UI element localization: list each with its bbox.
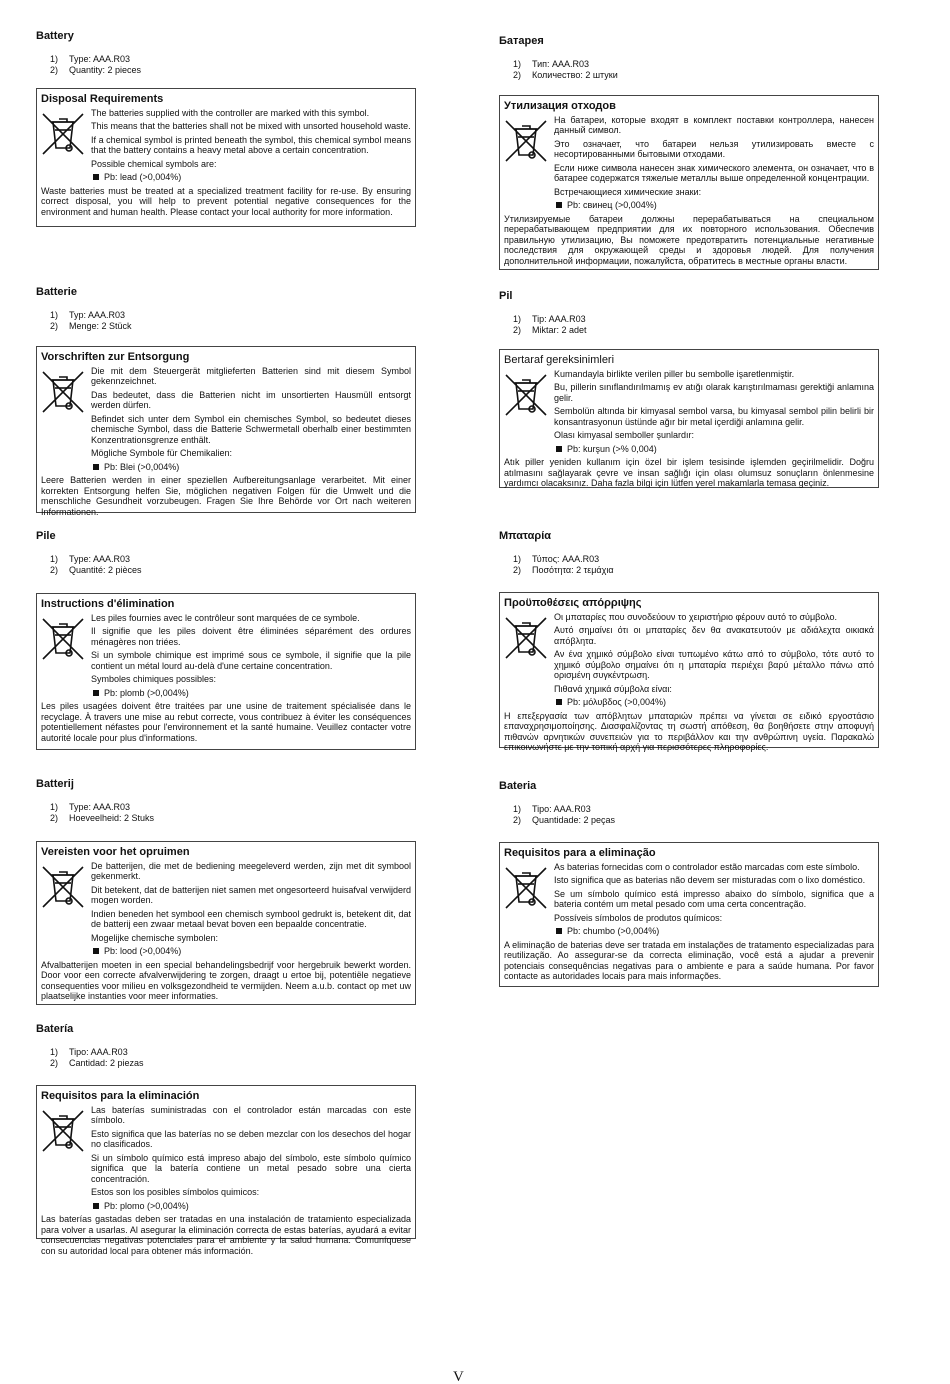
disposal-paragraph: Kumandayla birlikte verilen piller bu sembolle işaretlenmiştir.	[554, 368, 795, 379]
section-title: Μπαταρία	[499, 530, 552, 542]
disposal-box	[499, 842, 879, 987]
bullet-square-icon	[556, 202, 562, 208]
disposal-paragraph: Mogelijke chemische symbolen:	[91, 932, 219, 943]
disposal-paragraph: Il signifie que les piles doivent être éliminées séparément des ordures ménagères non triées.	[91, 626, 411, 647]
disposal-box	[499, 95, 879, 270]
disposal-footer: Las baterías gastadas deben ser tratadas en una instalación de tratamiento especializada para volver a usarlas. Al asegurar la eliminación correcta de estas baterías, ayudará a evitar consecuencias negativas potenciales para el ambiente y la salud humana. Comuníquese con su autoridad local para obtener más información.	[41, 1214, 411, 1256]
bullet-square-icon	[556, 928, 562, 934]
spec-item	[50, 1047, 418, 1058]
disposal-paragraph: На батареи, которые входят в комплект поставки контроллера, нанесен данный символ.	[554, 114, 874, 135]
item-text: Type: AAA.R03	[69, 554, 131, 564]
item-number: 1)	[50, 554, 59, 564]
battery-section	[499, 35, 881, 266]
item-text: Tipo: AAA.R03	[532, 804, 591, 814]
item-text: Количество: 2 штуки	[532, 70, 618, 80]
disposal-box	[36, 88, 416, 227]
crossed-bin-icon	[504, 115, 554, 211]
item-text: Tip: AAA.R03	[532, 314, 586, 324]
disposal-heading: Instructions d'élimination	[41, 598, 175, 610]
spec-item	[50, 565, 418, 576]
disposal-paragraph: Αν ένα χημικό σύμβολο είναι τυπωμένο κάτω από το σύμβολο, τότε αυτό το χημικό σύμβολο σημαίνει ότι η μπαταρία περιέχει βαρύ μέταλλο πάνω από ορισμένη συγκέντρωση.	[554, 649, 874, 680]
disposal-paragraph: Встречающиеся химические знаки:	[554, 186, 702, 197]
chemical-bullet	[93, 688, 411, 699]
disposal-paragraph: Olası kimyasal semboller şunlardır:	[554, 430, 695, 440]
section-title: Pile	[36, 530, 56, 542]
battery-section	[36, 30, 418, 217]
spec-list	[50, 554, 418, 576]
spec-item	[50, 554, 418, 565]
spec-item	[513, 325, 881, 336]
disposal-paragraph: Die mit dem Steuergerät mitglieferten Batterien sind mit diesem Symbol gekennzeichnet.	[91, 365, 411, 386]
spec-list	[513, 804, 881, 826]
disposal-paragraph: Possible chemical symbols are:	[91, 158, 217, 169]
disposal-heading: Vorschriften zur Entsorgung	[41, 351, 190, 363]
item-number: 2)	[50, 65, 59, 75]
disposal-paragraph: Estos son los posibles símbolos quimicos:	[91, 1187, 260, 1197]
chemical-bullet	[556, 926, 874, 937]
item-number: 1)	[513, 804, 522, 814]
spec-item	[513, 70, 881, 81]
item-number: 2)	[513, 70, 522, 80]
crossed-bin-icon	[41, 366, 91, 473]
disposal-box	[36, 593, 416, 750]
disposal-paragraph: Symboles chimiques possibles:	[91, 674, 217, 684]
section-title: Батарея	[499, 35, 544, 47]
chemical-text: Pb: lood (>0,004%)	[104, 946, 182, 956]
disposal-paragraph: Befindet sich unter dem Symbol ein chemisches Symbol, so bedeutet dieses chemische Symbol, dass die Batterie Schwermetall oberhalb einer bestimmten Konzentrationsgrenze enthält.	[91, 413, 411, 445]
section-title: Battery	[36, 30, 74, 42]
bullet-square-icon	[93, 690, 99, 696]
chemical-text: Pb: plomo (>0,004%)	[104, 1200, 189, 1211]
chemical-bullet	[556, 200, 874, 211]
chemical-text: Pb: Blei (>0,004%)	[104, 461, 180, 472]
chemical-text: Pb: chumbo (>0,004%)	[567, 926, 660, 936]
disposal-paragraph: As baterias fornecidas com o controlador estão marcadas com este símbolo.	[554, 861, 860, 872]
item-number: 1)	[50, 310, 59, 320]
item-number: 1)	[50, 1047, 59, 1057]
disposal-paragraph: This means that the batteries shall not be mixed with unsorted household waste.	[91, 121, 411, 131]
disposal-paragraph: Les piles fournies avec le contrôleur sont marquées de ce symbole.	[91, 612, 360, 623]
spec-list	[513, 314, 881, 336]
crossed-bin-icon	[504, 612, 554, 708]
item-text: Menge: 2 Stück	[69, 321, 132, 331]
item-text: Type: AAA.R03	[69, 802, 131, 812]
disposal-paragraph: Dit betekent, dat de batterijen niet samen met ongesorteerd huisafval verwijderd mogen worden.	[91, 884, 411, 905]
disposal-footer: A eliminação de baterias deve ser tratada em instalações de tratamento especializadas para reutilização. Ao assegurar-se da correcta eliminação, você está a ajudar a prevenir potenciais consequências negativas para o ambiente e para a saúde humana. Por favor contacte as autoridades locais para mais informações.	[504, 939, 874, 981]
disposal-paragraph: Οι μπαταρίες που συνοδεύουν το χειριστήριο φέρουν αυτό το σύμβολο.	[554, 611, 838, 622]
spec-list	[513, 59, 881, 81]
item-number: 2)	[50, 1058, 59, 1068]
crossed-bin-icon	[41, 613, 91, 699]
item-text: Miktar: 2 adet	[532, 325, 587, 335]
item-number: 2)	[50, 321, 59, 331]
item-text: Quantity: 2 pieces	[69, 65, 142, 75]
chemical-bullet	[93, 172, 411, 183]
spec-item	[513, 554, 881, 565]
spec-item	[513, 59, 881, 70]
disposal-footer: Afvalbatterijen moeten in een special behandelingsbedrijf voor hergebruik bewerkt worden. Door voor een correcte afvalverwijdering te zorgen, draagt u ertoe bij, potentiële negatieve consequenties voor milieu en volksgezondheid te vermijden. Neem a.u.b. contact op met uw plaatselijke instanties voor meer informaties.	[41, 959, 411, 1001]
spec-item	[50, 310, 418, 321]
spec-item	[513, 565, 881, 576]
item-text: Quantité: 2 pièces	[69, 565, 142, 575]
disposal-paragraph: Πιθανά χημικά σύμβολα είναι:	[554, 683, 672, 694]
disposal-paragraph: De batterijen, die met de bediening meegeleverd werden, zijn met dit symbool gekenmerkt.	[91, 860, 411, 881]
disposal-footer: Atık piller yeniden kullanım için özel bir işlem tesisinde işlemden geçirilmelidir. Doğru atılmasını sağlayarak çevre ve insan sağlığı için olası olumsuz sonuçların önlenmesine yardımcı olacaksınız. Daha fazla bilgi için lütfen yerel makamlarla temasa geçiniz.	[504, 457, 874, 488]
item-text: Typ: AAA.R03	[69, 310, 126, 320]
disposal-footer: Les piles usagées doivent être traitées par une usine de traitement spécialisée dans le recyclage. À travers une mise au rebut correcte, vous contribuez à éviter les conséquences potentiellement néfastes pour l'environnement et la santé humaine. Veuillez contacter votre autorité locale pour plus d'informations.	[41, 701, 411, 743]
disposal-paragraph: Las baterías suministradas con el controlador están marcadas con este símbolo.	[91, 1104, 411, 1125]
section-title: Batterie	[36, 286, 77, 298]
disposal-heading: Requisitos para a eliminação	[504, 847, 656, 859]
chemical-text: Pb: свинец (>0,004%)	[567, 200, 657, 210]
disposal-footer: Leere Batterien werden in einer speziellen Aufbereitungsanlage verarbeitet. Mit einer korrekten Entsorgung helfen Sie, möglichen negativen Folgen für die Umwelt und die menschliche Gesundheit vorzubeugen. Fragen Sie Ihre Behörde vor Ort nach weiteren Informationen.	[41, 475, 411, 517]
disposal-footer: Waste batteries must be treated at a specialized treatment facility for re-use. By ensuring correct disposal, you will help to prevent potential negative consequences for the environment and human health. Please contact your local authority for more information.	[41, 185, 411, 217]
spec-list	[50, 802, 418, 824]
disposal-paragraph: Sembolün altında bir kimyasal sembol varsa, bu kimyasal sembol pilin belirli bir konsantrasyonun üstünde ağır bir metal içerdiği anlamına gelir.	[554, 406, 874, 427]
spec-item	[50, 813, 418, 824]
disposal-paragraph: Αυτό σημαίνει ότι οι μπαταρίες δεν θα ανακατευτούν με αδιάλεχτα οικιακά απόβλητα.	[554, 625, 874, 646]
crossed-bin-icon	[504, 862, 554, 937]
battery-section	[36, 286, 418, 517]
section-title: Batterij	[36, 778, 74, 790]
item-number: 1)	[50, 54, 59, 64]
chemical-text: Pb: kurşun (>% 0,004)	[567, 443, 657, 454]
disposal-heading: Requisitos para la eliminación	[41, 1090, 200, 1102]
bullet-square-icon	[556, 446, 562, 452]
spec-item	[50, 54, 418, 65]
disposal-paragraph: Possíveis símbolos de produtos químicos:	[554, 912, 723, 923]
crossed-bin-icon	[41, 108, 91, 183]
bullet-square-icon	[556, 699, 562, 705]
item-text: Cantidad: 2 piezas	[69, 1058, 144, 1068]
spec-item	[50, 1058, 418, 1069]
item-number: 2)	[513, 815, 522, 825]
spec-item	[513, 804, 881, 815]
item-number: 2)	[50, 813, 59, 823]
chemical-bullet	[556, 697, 874, 708]
disposal-paragraph: Mögliche Symbole für Chemikalien:	[91, 448, 233, 458]
disposal-box	[36, 841, 416, 1005]
chemical-text: Pb: μόλυβδος (>0,004%)	[567, 697, 667, 707]
battery-section	[499, 780, 881, 981]
disposal-heading: Vereisten voor het opruimen	[41, 846, 190, 858]
bullet-square-icon	[93, 948, 99, 954]
section-title: Pil	[499, 290, 513, 302]
bullet-square-icon	[93, 174, 99, 180]
item-number: 1)	[513, 314, 522, 324]
disposal-paragraph: Bu, pillerin sınıflandırılmamış ev atığı olarak karıştırılmaması gerektiği anlamına gelir.	[554, 382, 874, 403]
disposal-heading: Утилизация отходов	[504, 100, 616, 112]
spec-item	[513, 314, 881, 325]
disposal-footer: Утилизируемые батареи должны перерабатываться на специальном перерабатывающем предприятии для их повторного использования. Обеспечив правильную утилизацию, Вы поможете предотвратить потенциальные негативные последствия для окружающей среды и здоровья людей. Для получения дополнительной информации, пожалуйста, обратитесь в местные органы власти.	[504, 213, 874, 266]
spec-item	[513, 815, 881, 826]
chemical-bullet	[93, 1201, 411, 1212]
item-number: 2)	[513, 325, 522, 335]
disposal-paragraph: If a chemical symbol is printed beneath the symbol, this chemical symbol means that the battery contains a heavy metal above a certain concentration.	[91, 134, 411, 155]
item-text: Quantidade: 2 peças	[532, 815, 616, 825]
disposal-box	[36, 346, 416, 517]
item-text: Tipo: AAA.R03	[69, 1047, 128, 1057]
disposal-heading: Disposal Requirements	[41, 93, 164, 105]
item-number: 1)	[513, 554, 522, 564]
disposal-paragraph: The batteries supplied with the controller are marked with this symbol.	[91, 107, 370, 118]
chemical-text: Pb: plomb (>0,004%)	[104, 687, 189, 698]
battery-section	[499, 530, 881, 752]
disposal-paragraph: Indien beneden het symbool een chemisch symbool gedrukt is, betekent dit, dat de batterij een zwaar metaal bevat boven een bepaalde concentratie.	[91, 908, 411, 929]
item-text: Τύπος: AAA.R03	[532, 554, 600, 564]
item-number: 2)	[50, 565, 59, 575]
disposal-heading: Bertaraf gereksinimleri	[504, 354, 615, 366]
spec-item	[50, 321, 418, 332]
chemical-text: Pb: lead (>0,004%)	[104, 172, 182, 182]
battery-section	[36, 1023, 418, 1256]
item-number: 1)	[513, 59, 522, 69]
item-text: Ποσότητα: 2 τεμάχια	[532, 565, 614, 575]
bullet-square-icon	[93, 1203, 99, 1209]
spec-item	[50, 65, 418, 76]
item-number: 2)	[513, 565, 522, 575]
chemical-bullet	[93, 462, 411, 473]
disposal-paragraph: Esto significa que las baterías no se deben mezclar con los desechos del hogar no clasificados.	[91, 1128, 411, 1149]
spec-list	[50, 54, 418, 76]
spec-list	[50, 1047, 418, 1069]
bullet-square-icon	[93, 464, 99, 470]
item-text: Type: AAA.R03	[69, 54, 131, 64]
spec-list	[513, 554, 881, 576]
section-title: Batería	[36, 1023, 74, 1035]
disposal-heading: Προϋποθέσεις απόρριψης	[504, 597, 642, 609]
battery-section	[36, 530, 418, 743]
disposal-paragraph: Das bedeutet, dass die Batterien nicht im unsortierten Hausmüll entsorgt werden dürfen.	[91, 389, 411, 410]
disposal-paragraph: Se um símbolo químico está impresso abaixo do símbolo, significa que a bateria contém um metal pesado com uma certa concentração.	[554, 888, 874, 909]
chemical-bullet	[556, 444, 874, 455]
chemical-bullet	[93, 946, 411, 957]
disposal-paragraph: Это означает, что батареи нельзя утилизировать вместе с несортированными бытовыми отходами.	[554, 138, 874, 159]
battery-section	[36, 778, 418, 1001]
disposal-paragraph: Isto significa que as baterias não devem ser misturadas com o lixo doméstico.	[554, 875, 866, 885]
crossed-bin-icon	[41, 1105, 91, 1212]
disposal-paragraph: Si un símbolo químico está impreso abajo del símbolo, este símbolo químico significa que la batería contiene un metal pesado sobre una cierta concentración.	[91, 1152, 411, 1184]
item-number: 1)	[50, 802, 59, 812]
battery-section	[499, 290, 881, 488]
spec-item	[50, 802, 418, 813]
crossed-bin-icon	[504, 369, 554, 455]
crossed-bin-icon	[41, 861, 91, 957]
disposal-paragraph: Si un symbole chimique est imprimé sous ce symbole, il signifie que la pile contient un métal lourd au-delà d'une certaine concentration.	[91, 650, 411, 671]
disposal-box	[499, 592, 879, 752]
section-title: Bateria	[499, 780, 537, 792]
item-text: Тип: AAA.R03	[532, 59, 590, 69]
disposal-paragraph: Если ниже символа нанесен знак химического элемента, он означает, что в батарее содержатся тяжелые металлы выше определенной концентрации.	[554, 162, 874, 183]
disposal-box	[499, 349, 879, 488]
disposal-box	[36, 1085, 416, 1256]
disposal-footer: Η επεξεργασία των απόβλητων μπαταριών πρέπει να γίνεται σε ειδικό εργοστάσιο επαναχρησιμοποίησης. Διασφαλίζοντας τη σωστή απόθεση, θα βοηθήσετε στην αποφυγή πιθανών αρνητικών συνεπειών για το περιβάλλον και την ανθρώπινη υγεία. Παρακαλώ επικοινωνήστε με την τοπική αρχή για περισσότερες πληροφορίες.	[504, 710, 874, 752]
item-text: Hoeveelheid: 2 Stuks	[69, 813, 155, 823]
spec-list	[50, 310, 418, 332]
page-number: V	[453, 1369, 464, 1384]
